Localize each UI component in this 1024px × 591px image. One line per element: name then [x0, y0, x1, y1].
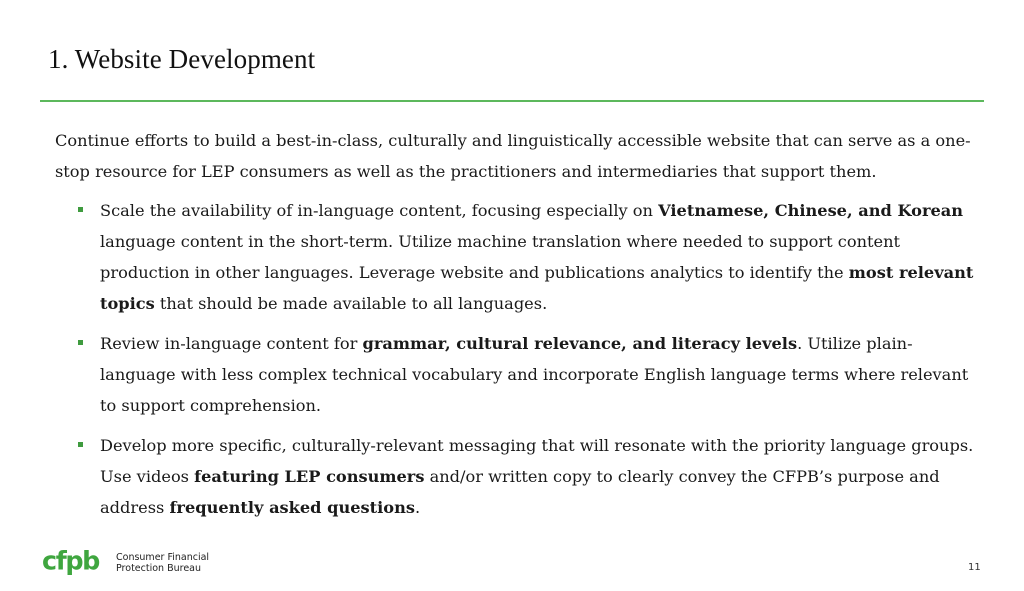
list-item: [55, 195, 975, 319]
slide-title: 1. Website Development: [48, 44, 316, 74]
bullet-text: .: [414, 498, 421, 517]
bullet-square-icon: [78, 207, 83, 212]
cfpb-logo: [40, 547, 110, 579]
cfpb-logo-mark: cfpb: [42, 547, 99, 576]
bullet-bold-text: most relevant topics: [100, 263, 974, 313]
bullet-text: and/or written copy to clearly convey the CFPB’s purpose and address: [100, 467, 940, 517]
list-item: [55, 430, 975, 523]
org-name: [116, 552, 209, 574]
intro-paragraph: Continue efforts to build a best-in-class, culturally and linguistically accessible website that can serve as a one-stop resource for LEP consumers as well as the practitioners and intermediaries that support them.: [55, 131, 971, 181]
bullet-bold-text: grammar, cultural relevance, and literacy levels: [362, 334, 798, 353]
bullet-square-icon: [78, 340, 83, 345]
list-item: [55, 328, 975, 421]
bullet-text: that should be made available to all languages.: [154, 294, 548, 313]
bullet-text: Scale the availability of in-language content, focusing especially on: [100, 201, 659, 220]
title-divider: [40, 100, 984, 102]
bullet-text: . Utilize plain-language with less complex technical vocabulary and incorporate English language terms where relevant to support comprehension.: [100, 334, 969, 415]
org-name-line1: Consumer Financial: [116, 552, 210, 563]
bullet-bold-text: featuring LEP consumers: [194, 467, 425, 486]
bullet-bold-text: frequently asked questions: [169, 498, 415, 517]
page-number: 11: [968, 562, 981, 573]
bullet-bold-text: Vietnamese, Chinese, and Korean: [658, 201, 964, 220]
bullet-text: language content in the short-term. Utilize machine translation where needed to support content production in other languages. Leverage website and publications analytics to identify the: [100, 232, 901, 282]
bullet-text: Review in-language content for: [100, 334, 363, 353]
bullet-text: Develop more specific, culturally-relevant messaging that will resonate with the priority language groups. Use videos: [100, 436, 974, 486]
bullet-square-icon: [78, 442, 83, 447]
bullet-list: [55, 195, 975, 532]
org-name-line2: Protection Bureau: [116, 563, 202, 574]
